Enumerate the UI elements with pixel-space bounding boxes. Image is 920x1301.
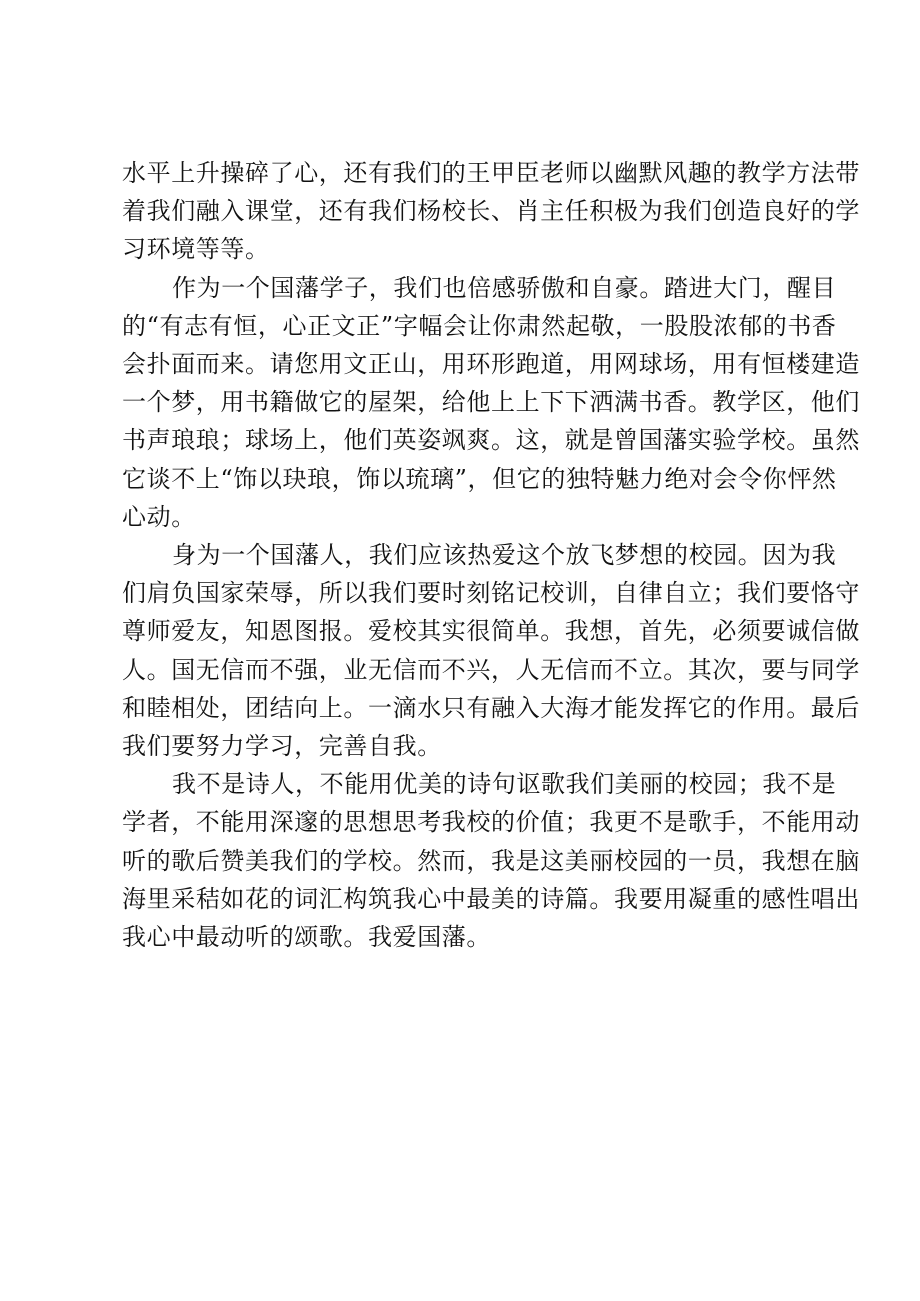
paragraph-1: [122, 154, 860, 269]
paragraph-3: [122, 536, 860, 765]
text-line: 我心中最动听的颂歌。我爱国藩。: [122, 923, 491, 952]
text-line: 着我们融入课堂，还有我们杨校长、肖主任积极为我们创造良好的学: [122, 197, 860, 226]
text-line: 会扑面而来。请您用文正山，用环形跑道，用网球场，用有恒楼建造: [122, 350, 860, 379]
paragraph-4: [122, 765, 860, 956]
paragraph-2: [122, 269, 860, 536]
text-line: 习环境等等。: [122, 235, 270, 264]
text-line: 和睦相处，团结向上。一滴水只有融入大海才能发挥它的作用。最后: [122, 693, 860, 722]
text-line: 学者，不能用深邃的思想思考我校的价值；我更不是歌手，不能用动: [122, 808, 860, 837]
text-line: 身为一个国藩人，我们应该热爱这个放飞梦想的校园。因为我: [172, 541, 837, 570]
document-page: [122, 154, 860, 956]
text-line: 它谈不上“饰以玦琅，饰以琉璃”，但它的独特魅力绝对会令你怦然: [122, 464, 837, 493]
text-line: 作为一个国藩学子，我们也倍感骄傲和自豪。踏进大门，醒目: [172, 273, 837, 302]
text-line: 水平上升操碎了心，还有我们的王甲臣老师以幽默风趣的教学方法带: [122, 159, 860, 187]
text-line: 心动。: [122, 502, 196, 531]
text-line: 们肩负国家荣辱，所以我们要时刻铭记校训，自律自立；我们要恪守: [122, 579, 860, 608]
text-line: 人。国无信而不强，业无信而不兴，人无信而不立。其次，要与同学: [122, 655, 860, 684]
text-line: 我不是诗人，不能用优美的诗句讴歌我们美丽的校园；我不是: [172, 770, 837, 799]
text-line: 书声琅琅；球场上，他们英姿飒爽。这，就是曾国藩实验学校。虽然: [122, 426, 860, 455]
text-line: 我们要努力学习，完善自我。: [122, 732, 442, 761]
text-line: 尊师爱友，知恩图报。爱校其实很简单。我想，首先，必须要诚信做: [122, 617, 860, 646]
text-line: 听的歌后赞美我们的学校。然而，我是这美丽校园的一员，我想在脑: [122, 846, 860, 875]
text-line: 海里采秸如花的词汇构筑我心中最美的诗篇。我要用凝重的感性唱出: [122, 884, 860, 913]
text-line: 的“有志有恒，心正文正”字幅会让你肃然起敬，一股股浓郁的书香: [122, 311, 837, 340]
text-line: 一个梦，用书籍做它的屋架，给他上上下下洒满书香。教学区，他们: [122, 388, 860, 417]
